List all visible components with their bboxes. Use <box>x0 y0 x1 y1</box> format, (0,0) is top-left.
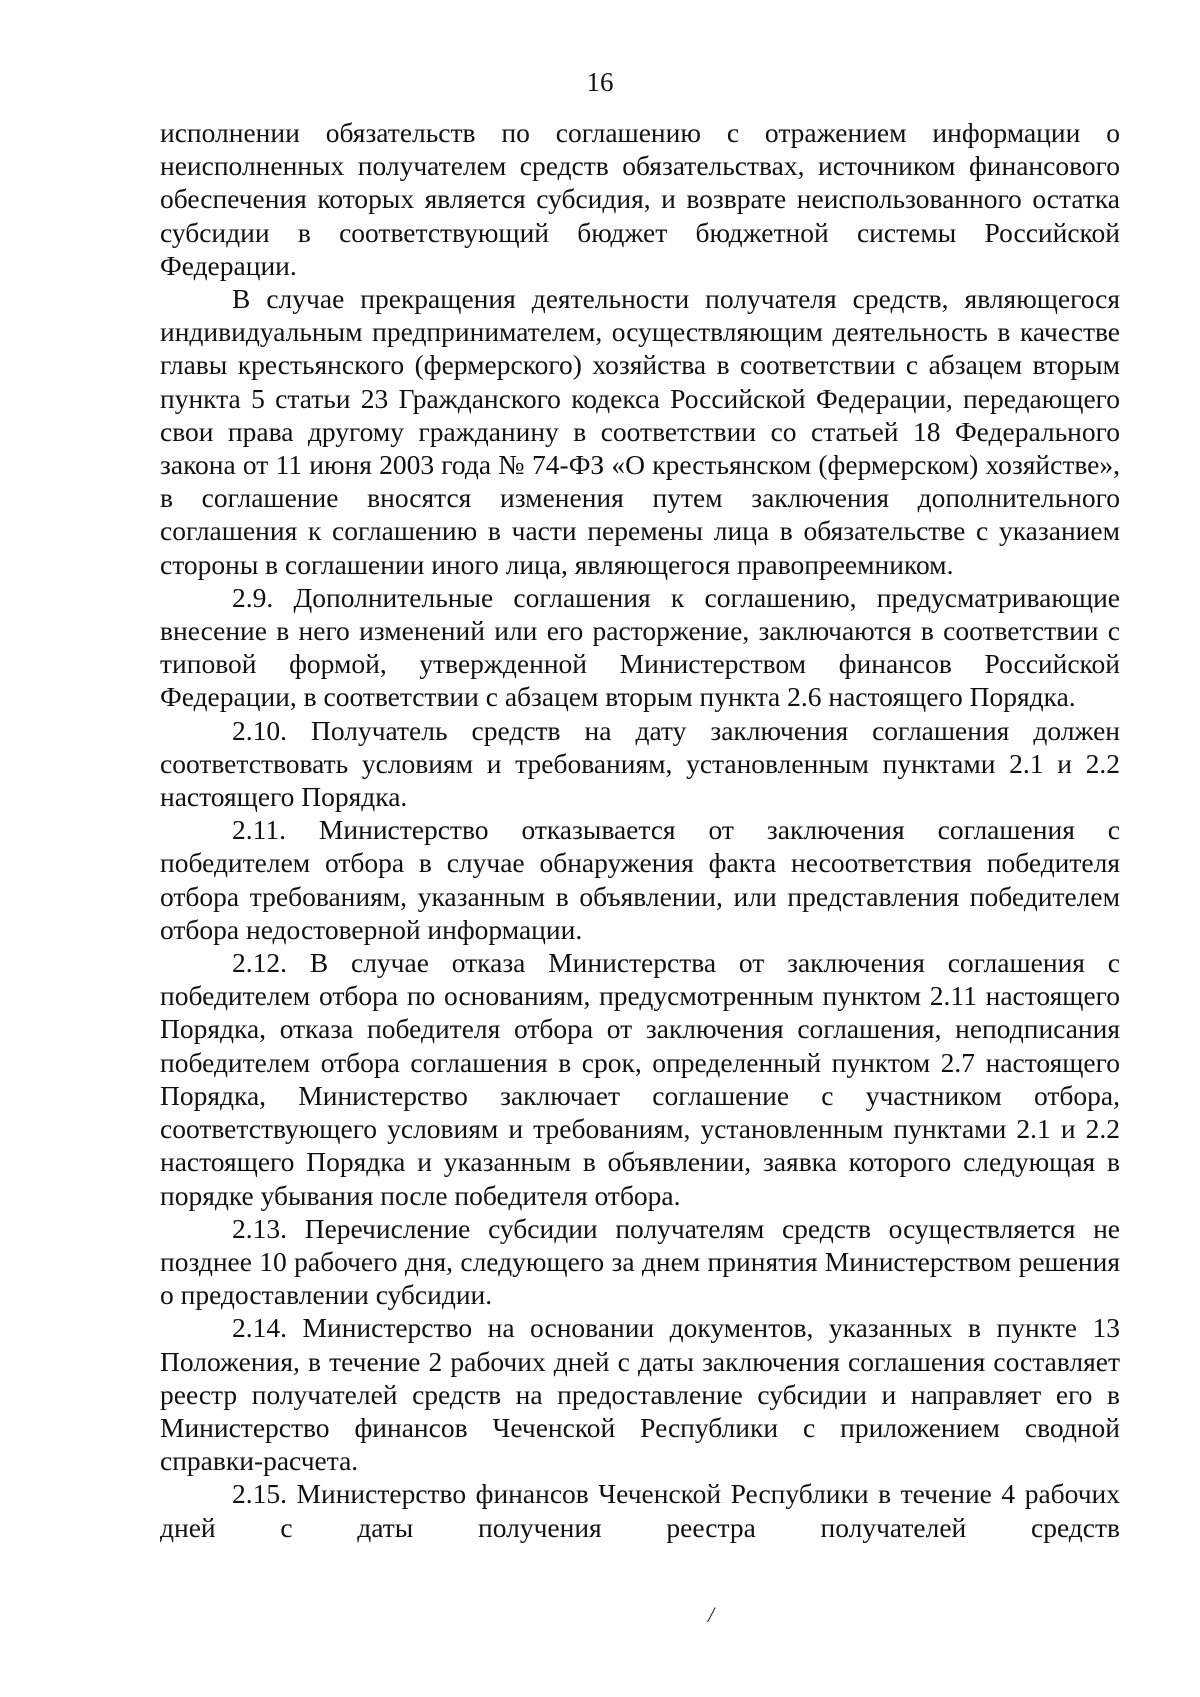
document-body <box>160 116 1120 1544</box>
paragraph-2-10: 2.10. Получатель средств на дату заключения соглашения должен соответствовать условиям и требованиям, установленным пунктами 2.1 и 2.2 настоящего Порядка. <box>160 714 1120 813</box>
paragraph-2-14: 2.14. Министерство на основании документов, указанных в пункте 13 Положения, в течение 2 рабочих дней с даты заключения соглашения составляет реестр получателей средств на предоставление субсидии и направляет его в Министерство финансов Чеченской Республики с приложением сводной справки-расчета. <box>160 1312 1120 1477</box>
page-number: 16 <box>586 67 614 97</box>
paragraph-2-13: 2.13. Перечисление субсидии получателям средств осуществляется не позднее 10 рабочего дня, следующего за днем принятия Министерством решения о предоставлении субсидии. <box>160 1212 1120 1311</box>
bottom-mark: / <box>708 1602 715 1627</box>
paragraph-2-15: 2.15. Министерство финансов Чеченской Республики в течение 4 рабочих дней с даты получения реестра получателей средств <box>160 1478 1120 1543</box>
paragraph-2-9: 2.9. Дополнительные соглашения к соглашению, предусматривающие внесение в него изменений или его расторжение, заключаются в соответствии с типовой формой, утвержденной Министерством финансов Российской Федерации, в соответствии с абзацем вторым пункта 2.6 настоящего Порядка. <box>160 581 1120 713</box>
paragraph-2-12: 2.12. В случае отказа Министерства от заключения соглашения с победителем отбора по основаниям, предусмотренным пунктом 2.11 настоящего Порядка, отказа победителя отбора от заключения соглашения, неподписания победителем отбора соглашения в срок, определенный пунктом 2.7 настоящего Порядка, Министерство заключает соглашение с участником отбора, соответствующего условиям и требованиям, установленным пунктами 2.1 и 2.2 настоящего Порядка и указанным в объявлении, заявка которого следующая в порядке убывания после победителя отбора. <box>160 947 1120 1211</box>
paragraph-continuation: исполнении обязательств по соглашению с отражением информации о неисполненных получателем средств обязательствах, источником финансового обеспечения которых является субсидия, и возврате неиспользованного остатка субсидии в соответствующий бюджет бюджетной системы Российской Федерации. <box>160 117 1120 281</box>
paragraph-2-11: 2.11. Министерство отказывается от заключения соглашения с победителем отбора в случае обнаружения факта несоответствия победителя отбора требованиям, указанным в объявлении, или представления победителем отбора недостоверной информации. <box>160 814 1120 945</box>
paragraph-farm-succession: В случае прекращения деятельности получателя средств, являющегося индивидуальным предпринимателем, осуществляющим деятельность в качестве главы крестьянского (фермерского) хозяйства в соответствии с абзацем вторым пункта 5 статьи 23 Гражданского кодекса Российской Федерации, передающего свои права другому гражданину в соответствии со статьей 18 Федерального закона от 11 июня 2003 года № 74-ФЗ «О крестьянском (фермерском) хозяйстве», в соглашение вносятся изменения путем заключения дополнительного соглашения к соглашению в части перемены лица в обязательстве с указанием стороны в соглашении иного лица, являющегося правопреемником. <box>160 283 1120 580</box>
